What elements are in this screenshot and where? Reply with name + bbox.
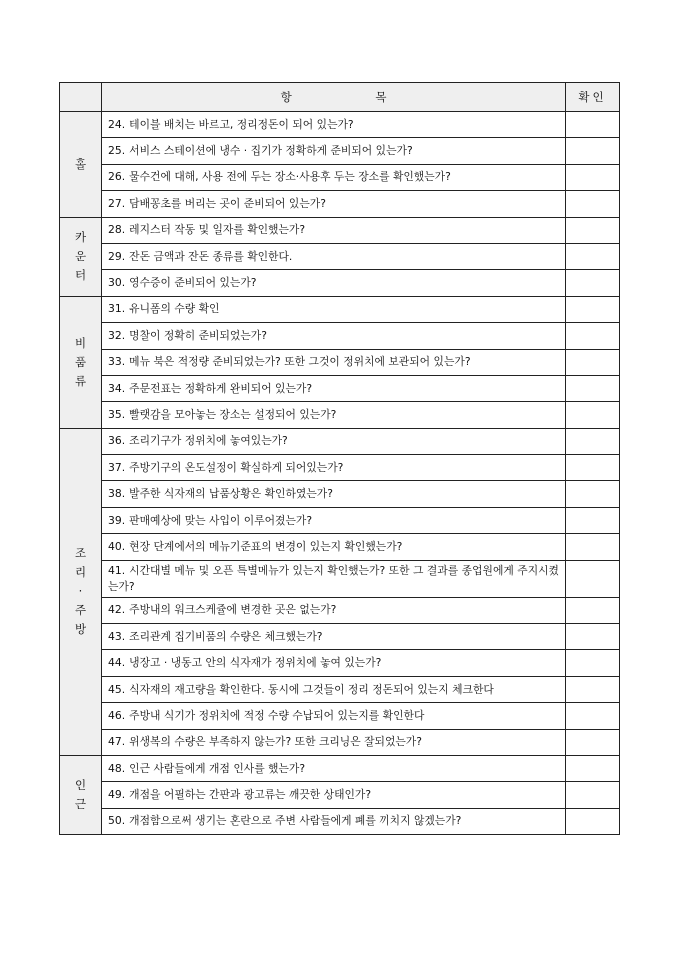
check-cell[interactable]: [566, 217, 620, 243]
item-number: 46.: [108, 708, 126, 722]
checklist-row: [60, 349, 620, 375]
check-item: [102, 138, 566, 164]
checklist-row: [60, 808, 620, 834]
item-text: 메뉴 북은 적정량 준비되었는가? 또한 그것이 정위치에 보관되어 있는가?: [129, 355, 471, 369]
item-text: 식자재의 재고량을 확인한다. 동시에 그것들이 정리 정돈되어 있는지 체크한다: [129, 682, 494, 696]
check-cell[interactable]: [566, 729, 620, 755]
check-item: [102, 481, 566, 507]
item-number: 29.: [108, 249, 126, 263]
check-cell[interactable]: [566, 428, 620, 454]
check-cell[interactable]: [566, 243, 620, 269]
item-number: 43.: [108, 629, 126, 643]
checklist-row: [60, 375, 620, 401]
item-text: 판매예상에 맞는 사입이 이루어졌는가?: [129, 513, 313, 527]
check-item: [102, 217, 566, 243]
category-label: 비 품 류: [60, 296, 102, 428]
checklist-row: [60, 481, 620, 507]
checklist-row: [60, 624, 620, 650]
checklist-row: [60, 270, 620, 296]
item-header: 항 목: [102, 83, 566, 112]
check-cell[interactable]: [566, 808, 620, 834]
check-cell[interactable]: [566, 296, 620, 322]
item-number: 37.: [108, 460, 126, 474]
checklist-row: [60, 402, 620, 428]
check-cell[interactable]: [566, 323, 620, 349]
item-number: 24.: [108, 117, 126, 131]
check-item: [102, 676, 566, 702]
item-number: 39.: [108, 513, 126, 527]
check-cell[interactable]: [566, 375, 620, 401]
check-cell[interactable]: [566, 597, 620, 623]
check-item: [102, 650, 566, 676]
item-number: 27.: [108, 196, 126, 210]
check-header: 확인: [566, 83, 620, 112]
check-item: [102, 729, 566, 755]
category-label: 카 운 터: [60, 217, 102, 296]
check-cell[interactable]: [566, 455, 620, 481]
item-text: 영수증이 준비되어 있는가?: [129, 276, 257, 290]
checklist-row: [60, 560, 620, 597]
item-text: 조리기구가 정위치에 놓여있는가?: [129, 434, 288, 448]
item-text: 주문전표는 정확하게 완비되어 있는가?: [129, 381, 313, 395]
checklist-row: [60, 755, 620, 781]
checklist-table: [59, 82, 620, 835]
checklist-row: [60, 703, 620, 729]
check-cell[interactable]: [566, 112, 620, 138]
category-label: 인 근: [60, 755, 102, 834]
check-cell[interactable]: [566, 164, 620, 190]
item-text: 주방내의 워크스케쥴에 변경한 곳은 없는가?: [129, 603, 337, 617]
check-cell[interactable]: [566, 560, 620, 597]
item-text: 주방기구의 온도설정이 확실하게 되어있는가?: [129, 460, 344, 474]
checklist-row: [60, 507, 620, 533]
checklist-body: [60, 112, 620, 835]
check-item: [102, 375, 566, 401]
checklist-row: [60, 597, 620, 623]
check-cell[interactable]: [566, 349, 620, 375]
header-row: [60, 83, 620, 112]
check-cell[interactable]: [566, 270, 620, 296]
check-cell[interactable]: [566, 534, 620, 560]
checklist-row: [60, 164, 620, 190]
check-item: [102, 755, 566, 781]
check-cell[interactable]: [566, 191, 620, 217]
item-text: 위생복의 수량은 부족하지 않는가? 또한 크리닝은 잘되었는가?: [129, 735, 422, 749]
checklist-row: [60, 729, 620, 755]
check-item: [102, 428, 566, 454]
check-cell[interactable]: [566, 138, 620, 164]
item-text: 조리관계 집기비품의 수량은 체크했는가?: [129, 629, 323, 643]
check-item: [102, 164, 566, 190]
check-item: [102, 323, 566, 349]
check-cell[interactable]: [566, 481, 620, 507]
item-number: 42.: [108, 603, 126, 617]
item-number: 31.: [108, 302, 126, 316]
category-label: 조 리 · 주 방: [60, 428, 102, 755]
checklist-row: [60, 323, 620, 349]
item-number: 48.: [108, 761, 126, 775]
checklist-row: [60, 650, 620, 676]
check-item: [102, 534, 566, 560]
checklist-sheet: [59, 82, 619, 835]
category-label: 홀: [60, 112, 102, 218]
item-text: 테이블 배치는 바르고, 정리정돈이 되어 있는가?: [129, 117, 354, 131]
check-cell[interactable]: [566, 703, 620, 729]
item-text: 냉장고 · 냉동고 안의 식자재가 정위치에 놓여 있는가?: [129, 656, 382, 670]
item-text: 레지스터 작동 및 일자를 확인했는가?: [129, 223, 306, 237]
check-cell[interactable]: [566, 402, 620, 428]
checklist-row: [60, 428, 620, 454]
item-number: 40.: [108, 539, 126, 553]
check-item: [102, 455, 566, 481]
item-number: 38.: [108, 487, 126, 501]
check-item: [102, 296, 566, 322]
check-cell[interactable]: [566, 507, 620, 533]
check-item: [102, 270, 566, 296]
checklist-row: [60, 782, 620, 808]
checklist-row: [60, 676, 620, 702]
item-number: 28.: [108, 223, 126, 237]
check-cell[interactable]: [566, 755, 620, 781]
check-cell[interactable]: [566, 782, 620, 808]
checklist-row: [60, 243, 620, 269]
checklist-row: [60, 296, 620, 322]
item-text: 개점을 어필하는 간판과 광고류는 깨끗한 상태인가?: [129, 788, 372, 802]
check-item: [102, 624, 566, 650]
item-number: 32.: [108, 328, 126, 342]
checklist-row: [60, 138, 620, 164]
item-text: 담배꽁초를 버리는 곳이 준비되어 있는가?: [129, 196, 326, 210]
item-text: 빨랫감을 모아놓는 장소는 설정되어 있는가?: [129, 407, 337, 421]
check-item: [102, 560, 566, 597]
check-item: [102, 349, 566, 375]
item-text: 개점함으로써 생기는 혼란으로 주변 사람들에게 폐를 끼치지 않겠는가?: [129, 814, 462, 828]
item-text: 물수건에 대해, 사용 전에 두는 장소·사용후 두는 장소를 확인했는가?: [129, 170, 451, 184]
item-text: 발주한 식자재의 납품상황은 확인하였는가?: [129, 487, 333, 501]
item-text: 현장 단계에서의 메뉴기준표의 변경이 있는지 확인했는가?: [129, 539, 403, 553]
check-item: [102, 112, 566, 138]
checklist-row: [60, 534, 620, 560]
check-item: [102, 191, 566, 217]
checklist-row: [60, 112, 620, 138]
item-text: 서비스 스테이션에 냉수 · 집기가 정확하게 준비되어 있는가?: [129, 144, 413, 158]
check-item: [102, 402, 566, 428]
check-cell[interactable]: [566, 676, 620, 702]
checklist-row: [60, 455, 620, 481]
checklist-row: [60, 191, 620, 217]
item-text: 유니폼의 수량 확인: [129, 302, 220, 316]
item-number: 30.: [108, 276, 126, 290]
item-number: 50.: [108, 814, 126, 828]
check-cell[interactable]: [566, 650, 620, 676]
item-text: 잔돈 금액과 잔돈 종류를 확인한다.: [129, 249, 293, 263]
item-text: 시간대별 메뉴 및 오픈 특별메뉴가 있는지 확인했는가? 또한 그 결과를 종업원에게 주지시켰는가?: [108, 563, 559, 593]
check-item: [102, 782, 566, 808]
item-number: 34.: [108, 381, 126, 395]
checklist-row: [60, 217, 620, 243]
item-number: 47.: [108, 735, 126, 749]
check-item: [102, 507, 566, 533]
check-item: [102, 243, 566, 269]
item-number: 33.: [108, 355, 126, 369]
item-number: 49.: [108, 788, 126, 802]
item-number: 25.: [108, 144, 126, 158]
check-cell[interactable]: [566, 624, 620, 650]
item-number: 45.: [108, 682, 126, 696]
item-text: 명찰이 정확히 준비되었는가?: [129, 328, 267, 342]
item-number: 36.: [108, 434, 126, 448]
category-header-cell: [60, 83, 102, 112]
check-item: [102, 597, 566, 623]
item-number: 41.: [108, 563, 126, 577]
item-text: 주방내 식기가 정위치에 적정 수량 수납되어 있는지를 확인한다: [129, 708, 425, 722]
item-number: 44.: [108, 656, 126, 670]
item-number: 26.: [108, 170, 126, 184]
item-number: 35.: [108, 407, 126, 421]
item-text: 인근 사람들에게 개점 인사를 했는가?: [129, 761, 306, 775]
check-item: [102, 808, 566, 834]
check-item: [102, 703, 566, 729]
